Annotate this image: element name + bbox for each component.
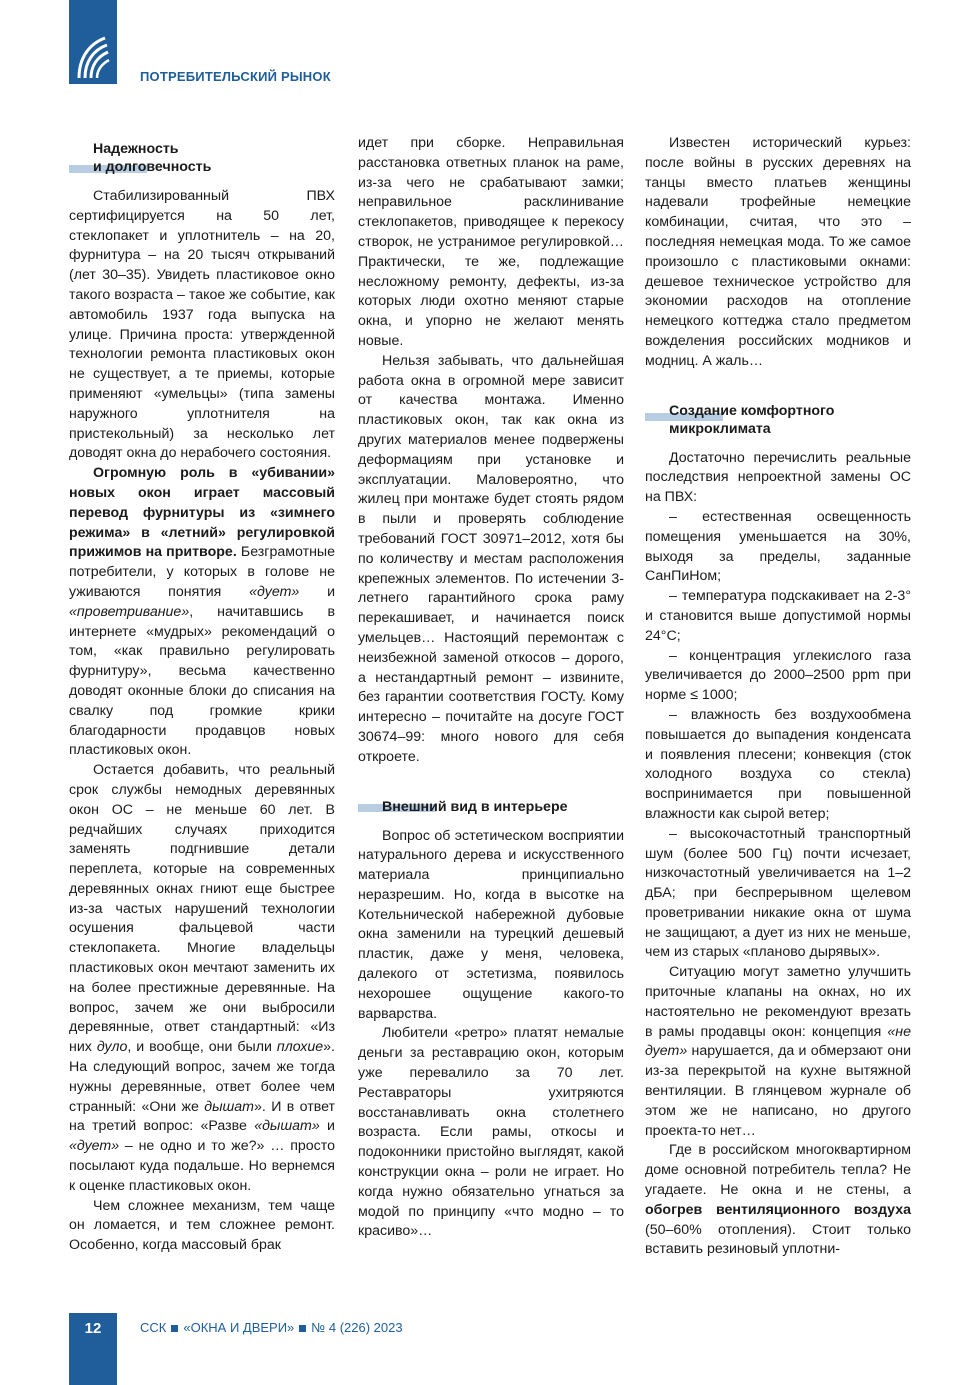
paragraph: Стабилизированный ПВХ сертифицируется на 50 лет, стеклопакет и уплотнитель – на 20, фурнитура – на 20 тысяч открываний (лет 30–35). Увидеть пластиковое окно такого возраста – такое же событие, как автомобиль 1937 года выпуска на улице. Причина проста: утвержденной технологии ремонта пластиковых окон не существует, а те приемы, которые применяют «умельцы» (типа замены наружного уплотнителя на пристекольный) за несколько лет доводят окна до нерабочего состояния.	[69, 188, 335, 462]
logo-icon	[75, 34, 111, 80]
footer-publication: ССК «ОКНА И ДВЕРИ» № 4 (226) 2023	[140, 1320, 403, 1335]
page-number: 12	[84, 1320, 102, 1337]
heading-reliability: Надежность и долговечность	[69, 140, 335, 176]
square-bullet-icon	[171, 1325, 178, 1332]
logo-block	[69, 0, 117, 84]
list-item: – высокочастотный транспортный шум (более 500 Гц) почти исчезает, низкочастотный увеличивается на 1–2 дБА; при беспрерывном щелевом проветривании никакие окна от шума не защищают, а дует из них не меньше, чем из старых «планово дырявых».	[645, 825, 911, 961]
paragraph: Известен исторический курьез: после войны в русских деревнях на танцы вместо платьев женщины надевали трофейные немецкие комбинации, считая, что это – последняя немецкая мода. То же самое произошло с пластиковыми окнами: дешевое техническое устройство для экономии расходов на отопление немецкого коттеджа стало предметом вожделения российских модников и модниц. А жаль…	[645, 135, 911, 369]
column-2	[358, 134, 624, 1242]
list-item: – температура подскакивает на 2-3° и становится выше допустимой нормы 24°С;	[645, 588, 911, 644]
paragraph: Чем сложнее механизм, тем чаще он ломается, и тем сложнее ремонт. Особенно, когда массовый брак	[69, 1197, 335, 1254]
paragraph: Ситуацию могут заметно улучшить приточные клапаны на окнах, но их настоятельно не рекомендуют врезать в рамы продавцы окон: концепция «не дует» нарушается, да и обмерзают они из-за перекрытой на кухне вытяжной вентиляции. В глянцевом журнале об этом же не написано, но другого проекта-то нет…	[645, 964, 911, 1139]
paragraph: Достаточно перечислить реальные последствия непроектной замены ОС на ПВХ:	[645, 449, 911, 506]
list-item: – влажность без воздухообмена повышается до выпадения конденсата и появления плесени; конвекция (сток холодного воздуха со стекла) воспринимается при повышенной влажности как сырой ветер;	[645, 706, 911, 822]
square-bullet-icon	[299, 1325, 306, 1332]
paragraph: Где в российском многоквартирном доме основной потребитель тепла? Не угадаете. Не окна и не стены, а обогрев вентиляционного воздуха (50–60% отопления). Стоит только вставить резиновый уплотни-	[645, 1142, 911, 1258]
section-title: ПОТРЕБИТЕЛЬСКИЙ РЫНОК	[140, 69, 331, 84]
list-item: – концентрация углекислого газа увеличивается до 2000–2500 ppm при норме ≤ 1000;	[645, 647, 911, 704]
paragraph: Нельзя забывать, что дальнейшая работа окна в огромной мере зависит от качества монтажа. Именно пластиковых окон, так как окна из других материалов менее подвержены деформациям при установке и эксплуатации. Маловероятно, что жилец при монтаже будет стоять рядом в пыли и проверять соблюдение требований ГОСТ 30971–2012, хотя бы по количеству и местам расположения крепежных элементов. По истечении 3-летнего гарантийного срока раму перекашивает, и начинается поиск умельцев… Настоящий перемонтаж с неизбежной заменой откосов – дорого, а нестандартный ремонт – извините, без гарантии соответствия ГОСТу. Кому интересно – почитайте на досуге ГОСТ 30674–99: много нового для себя откроете.	[358, 352, 624, 765]
paragraph: Остается добавить, что реальный срок службы немодных деревянных окон ОС – не меньше 60 лет. В редчайших случаях приходится заменять подгнившие детали переплета, которые на современных деревянных окнах гниют еще быстрее из-за частых нарушений технологии осушения фальцевой части стеклопакета. Многие владельцы пластиковых окон мечтают заменить их на более престижные деревянные. На вопрос, зачем же они выбросили деревянные, ответ стандартный: «Из них дуло, и вообще, они были плохие». На следующий вопрос, зачем же тогда нужны деревянные, ответ более чем странный: «Они же дышат». И в ответ на третий вопрос: «Разве «дышат» и «дует» – не одно и то же?» … просто посылают куда подальше. Но вернемся к оценке пластиковых окон.	[69, 762, 336, 1194]
column-3	[645, 134, 911, 1260]
column-1	[69, 134, 335, 1256]
list-item: – естественная освещенность помещения уменьшается на 30%, выходя за пределы, заданные СанПиНом;	[645, 508, 911, 585]
paragraph: идет при сборке. Неправильная расстановка ответных планок на раме, из-за чего не срабатывают замки; неправильное расклинивание стеклопакетов, приводящее к перекосу створок, не устранимое регулировкой… Практически, те же, подлежащие несложному ремонту, дефекты, из-за которых люди охотно меняют старые окна, и упорно не желают менять новые.	[358, 135, 624, 349]
paragraph: Вопрос об эстетическом восприятии натурального дерева и искусственного материала принципиально неразрешим. Но, когда в высотке на Котельнической набережной дубовые окна заменили на турецкий дешевый пластик, даже у меня, человека, далекого от эстетизма, появилось нехорошее ощущение какого-то варварства.	[358, 827, 624, 1022]
paragraph: Любители «ретро» платят немалые деньги за реставрацию окон, которым уже перевалило за 70 лет. Реставраторы ухитряются восстанавливать окна столетнего возраста. Если рамы, откосы и подоконники пристойно выглядят, какой конструкции окна – роли не играет. Но когда нужно обязательно угнаться за модой по принципу «что модно – то красиво»…	[358, 1025, 624, 1240]
heading-microclimate: Создание комфортного микроклимата	[645, 402, 911, 438]
heading-interior: Внешний вид в интерьере	[358, 798, 624, 816]
paragraph: Огромную роль в «убивании» новых окон играет массовый перевод фурнитуры из «зимнего режима» в «летний» регулировкой прижимов на притворе. Безграмотные потребители, у которых в голове не уживаются понятия «дует» и «проветривание», начитавшись в интернете «мудрых» рекомендаций о том, «как правильно регулировать фурнитуру», весьма качественно доводят оконные блоки до списания на свалку под громкие крики благодарности продавцов новых пластиковых окон.	[69, 465, 335, 759]
